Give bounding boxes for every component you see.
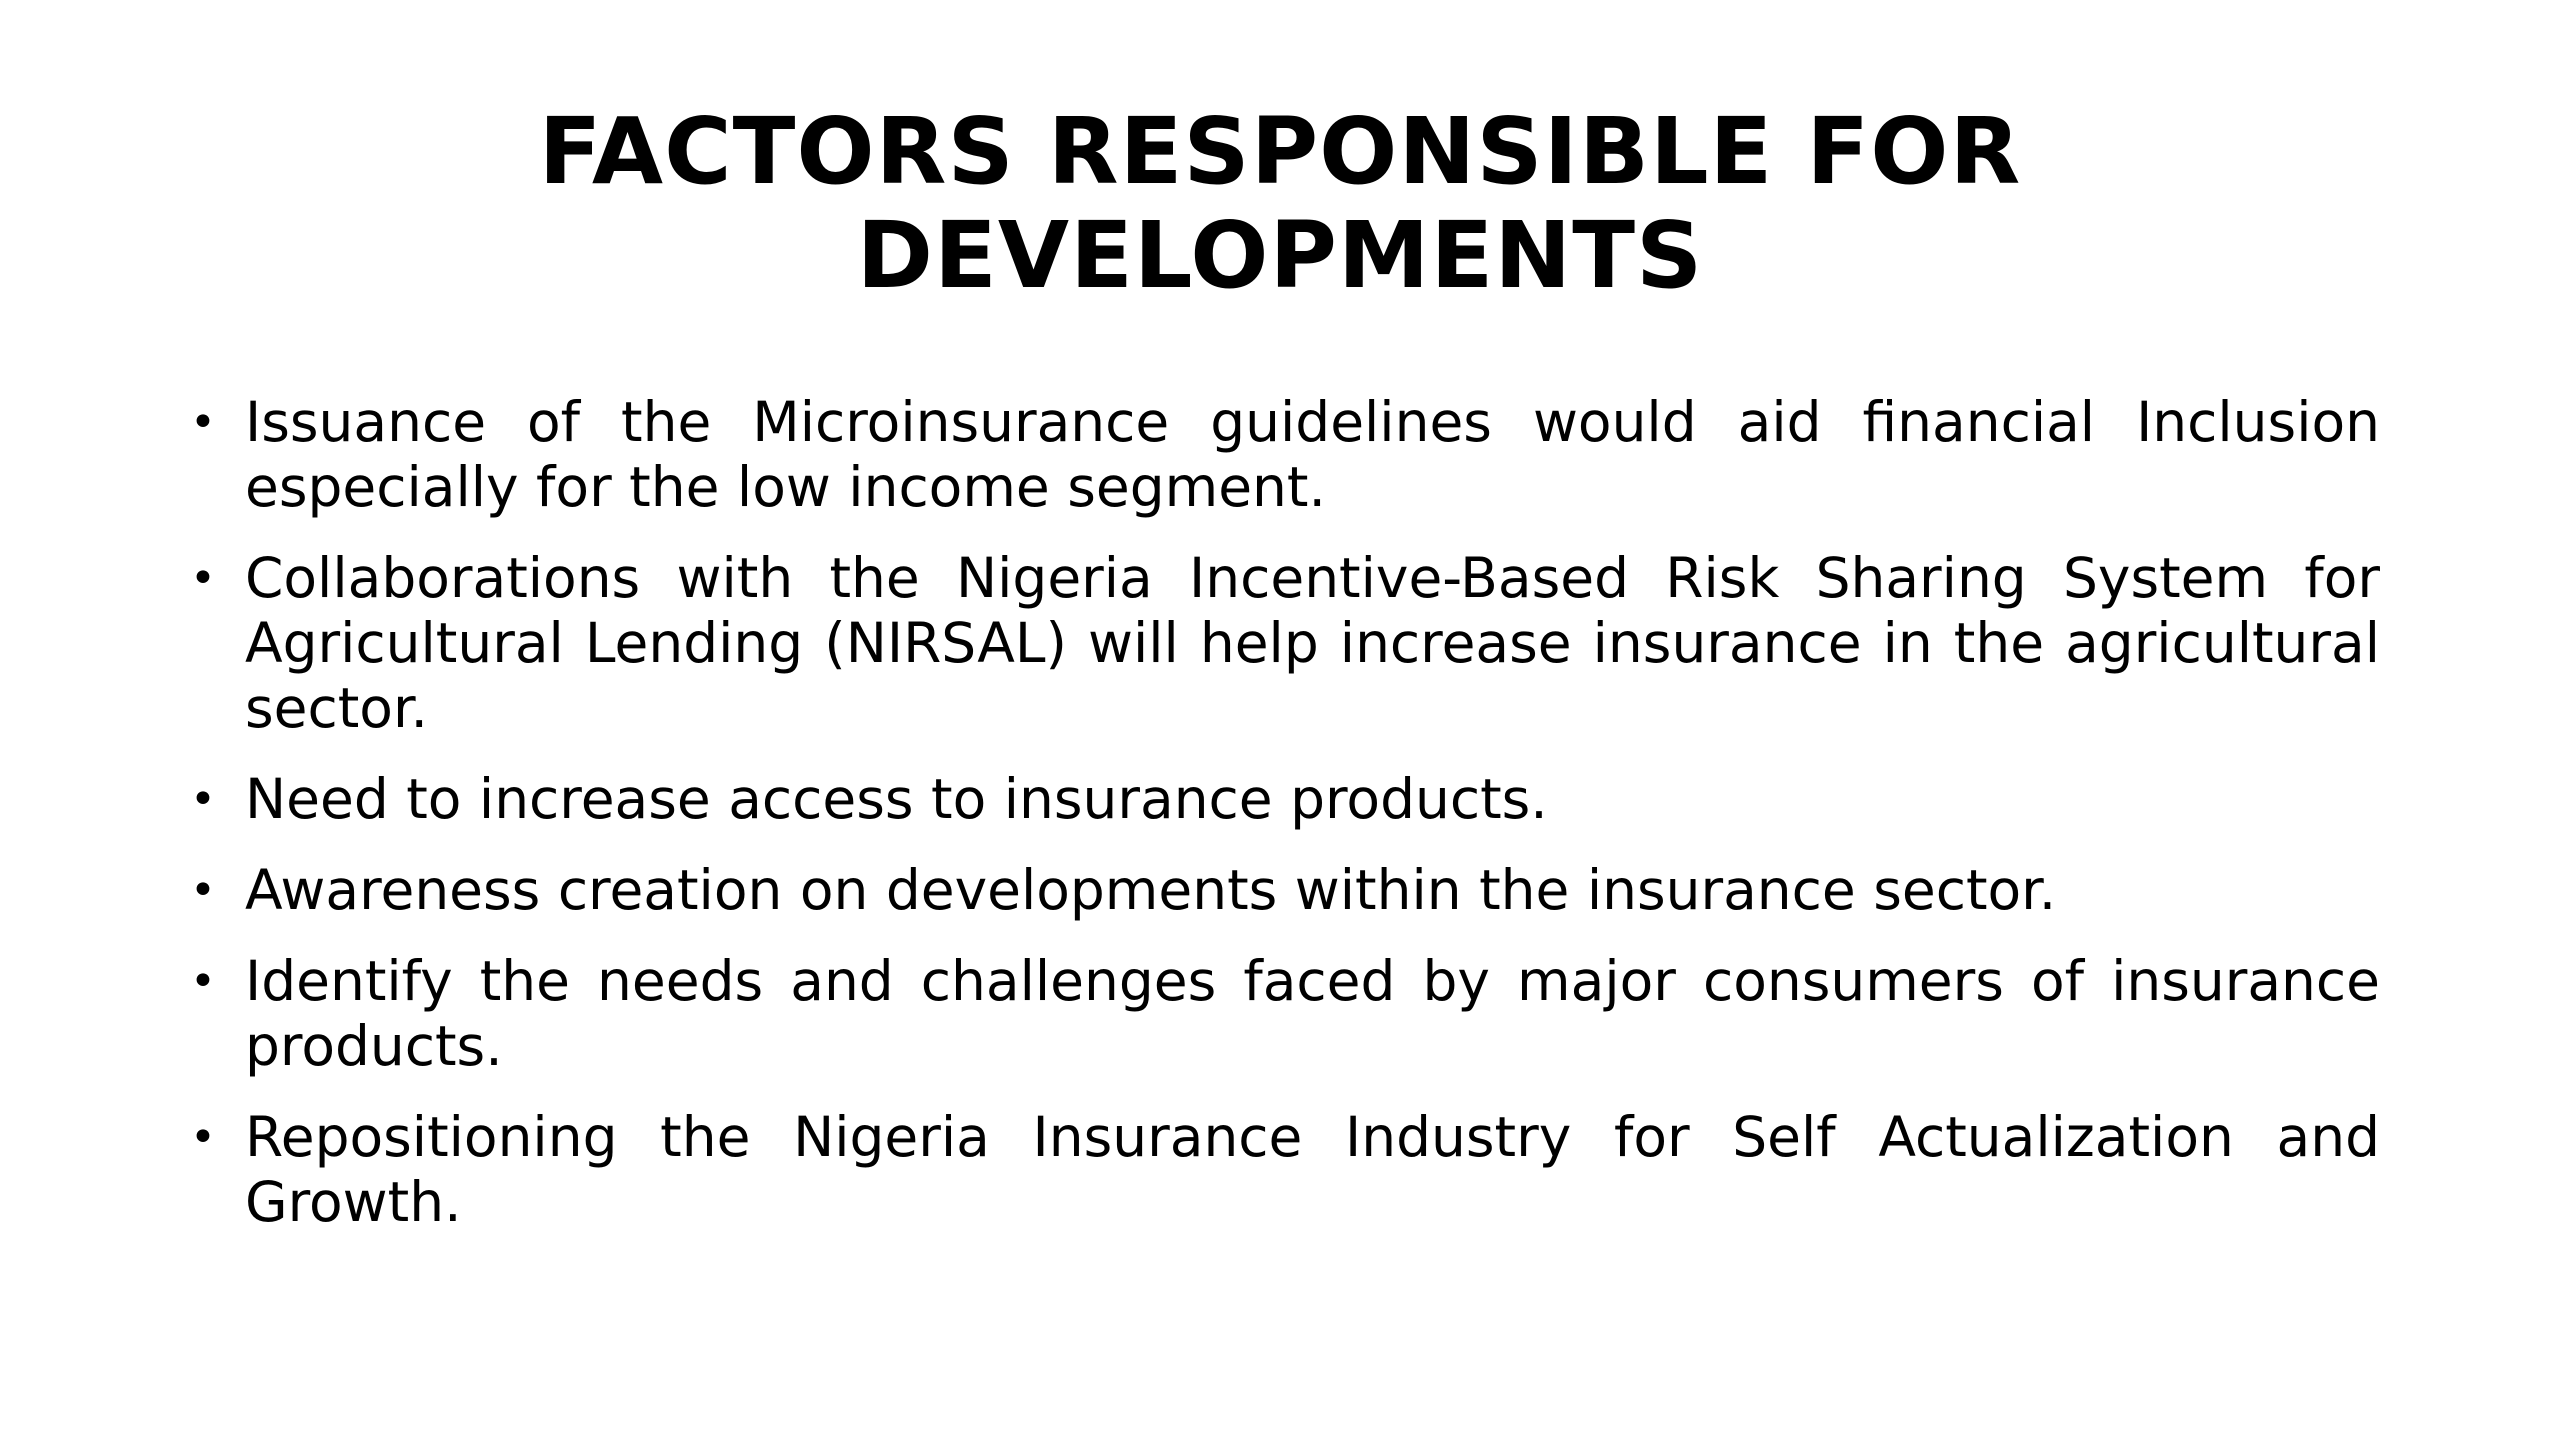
bullet-item-nirsal (190, 546, 2380, 741)
bullet-text: Identify the needs and challenges faced by major consumers of insurance products. (245, 949, 2380, 1078)
bullet-list (190, 390, 2380, 1261)
bullet-text: Repositioning the Nigeria Insurance Industry for Self Actualization and Growth. (245, 1105, 2380, 1234)
bullet-icon: • (190, 956, 216, 1007)
bullet-text: Need to increase access to insurance products. (245, 767, 1548, 831)
bullet-item-needs (190, 949, 2380, 1079)
bullet-item-access (190, 767, 2380, 832)
bullet-item-awareness (190, 858, 2380, 923)
bullet-icon: • (190, 774, 216, 825)
bullet-icon: • (190, 1112, 216, 1163)
bullet-item-repositioning (190, 1105, 2380, 1235)
slide-title (0, 100, 2560, 308)
bullet-text: Awareness creation on developments within the insurance sector. (245, 858, 2057, 922)
bullet-text: Issuance of the Microinsurance guidelines would aid financial Inclusion especially for the low income segment. (245, 390, 2380, 519)
bullet-icon: • (190, 553, 216, 604)
bullet-item-microinsurance (190, 390, 2380, 520)
bullet-text: Collaborations with the Nigeria Incentive-Based Risk Sharing System for Agricultural Lending (NIRSAL) will help increase insurance in the agricultural sector. (245, 546, 2380, 740)
slide-title-line-2: DEVELOPMENTS (856, 202, 1704, 309)
bullet-icon: • (190, 865, 216, 916)
slide-title-line-1: FACTORS RESPONSIBLE FOR (538, 98, 2022, 205)
bullet-icon: • (190, 397, 216, 448)
